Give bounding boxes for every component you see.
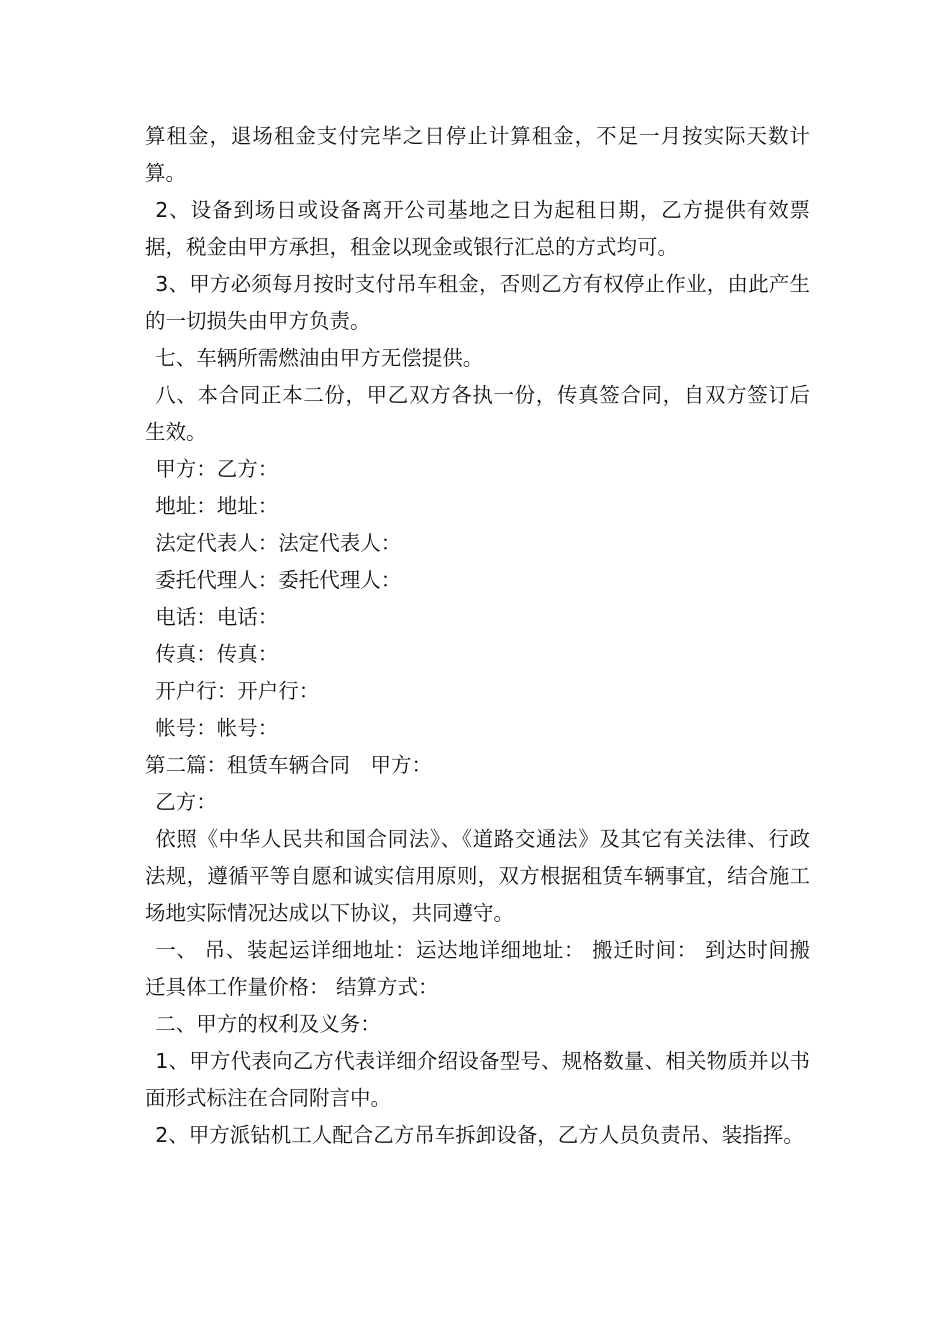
document-body — [145, 118, 810, 1154]
signature-line-legal-rep: 法定代表人：法定代表人： — [155, 531, 402, 555]
section-heading: 第二篇：租赁车辆合同 甲方： — [145, 753, 432, 777]
signature-line-phone: 电话：电话： — [155, 605, 279, 629]
signature-line-bank: 开户行：开户行： — [155, 679, 320, 703]
signature-line-fax: 传真：传真： — [155, 642, 279, 666]
paragraph: 依照《中华人民共和国合同法》、《道路交通法》及其它有关法律、行政法规，遵循平等自愿和诚实信用原则，双方根据租赁车辆事宜，结合施工场地实际情况达成以下协议，共同遵守。 — [145, 827, 810, 925]
signature-line-party: 甲方：乙方： — [155, 457, 279, 481]
paragraph: 1、甲方代表向乙方代表详细介绍设备型号、规格数量、相关物质并以书面形式标注在合同附言中。 — [145, 1049, 810, 1110]
paragraph: 算租金，退场租金支付完毕之日停止计算租金，不足一月按实际天数计算。 — [145, 124, 810, 185]
paragraph: 一、 吊、装起运详细地址：运达地详细地址： 搬迁时间： 到达时间搬迁具体工作量价格： 结算方式： — [145, 938, 810, 999]
paragraph: 二、甲方的权利及义务： — [155, 1012, 381, 1036]
signature-line-agent: 委托代理人：委托代理人： — [155, 568, 402, 592]
paragraph: 2、甲方派钻机工人配合乙方吊车拆卸设备，乙方人员负责吊、装指挥。 — [155, 1123, 804, 1147]
signature-line-account: 帐号：帐号： — [155, 716, 279, 740]
paragraph: 八、本合同正本二份，甲乙双方各执一份，传真签合同，自双方签订后生效。 — [145, 383, 810, 444]
paragraph: 乙方： — [155, 790, 217, 814]
paragraph: 七、车辆所需燃油由甲方无偿提供。 — [155, 346, 484, 370]
signature-line-address: 地址：地址： — [155, 494, 279, 518]
paragraph: 3、甲方必须每月按时支付吊车租金，否则乙方有权停止作业，由此产生的一切损失由甲方负责。 — [145, 272, 810, 333]
paragraph: 2、设备到场日或设备离开公司基地之日为起租日期，乙方提供有效票据，税金由甲方承担，租金以现金或银行汇总的方式均可。 — [145, 198, 810, 259]
